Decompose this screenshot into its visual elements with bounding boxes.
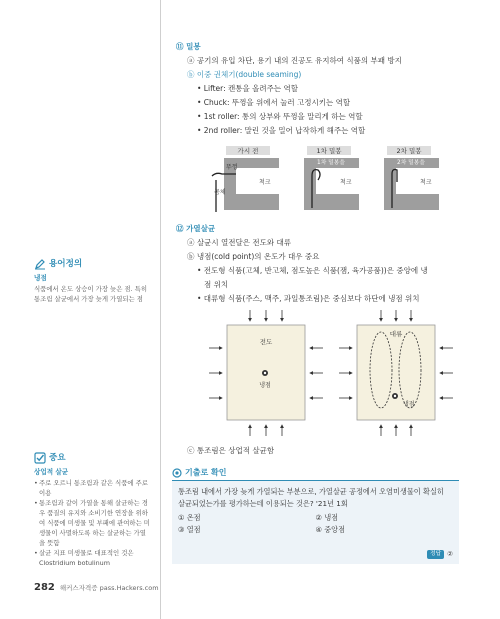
section-heading: ⑫ 가열살균 xyxy=(176,224,216,233)
list-item: • 살균 지표 미생물로 대표적인 것은 Clostridium botulinum xyxy=(34,548,152,568)
chuck-label: 척크 xyxy=(420,179,432,186)
bullet-item: • 2nd roller: 말린 것을 밀어 납작하게 해주는 역할 xyxy=(197,126,366,135)
text-line: ⓒ 통조림은 상업적 살균함 xyxy=(187,446,275,455)
text-line: ⓐ 공기의 유입 차단, 용기 내의 진공도 유지하여 식품의 부패 방지 xyxy=(187,56,402,65)
pencil-icon xyxy=(34,258,46,270)
bullet-item: • 대류형 식품(주스, 맥주, 과일통조림)은 중심보다 하단에 냉점 위치 xyxy=(197,294,420,303)
important-title: 중요 xyxy=(49,453,66,463)
exam-choices xyxy=(178,512,453,536)
important-list xyxy=(34,478,152,568)
seal2-label: 2차 밀봉을 xyxy=(397,160,425,166)
text-line: ⓑ 냉점(cold point)의 온도가 대우 중요 xyxy=(187,252,320,261)
main-content xyxy=(176,40,476,138)
text-line: ⓐ 살균시 열전달은 전도와 대류 xyxy=(187,238,291,247)
conduction-label: 전도 xyxy=(259,338,273,346)
cold-point-label: 냉점 xyxy=(259,382,271,389)
section-heading: ⑪ 밀봉 xyxy=(176,42,201,51)
footer-text: 해커스자격증 pass.Hackers.com xyxy=(59,584,159,592)
answer-value: ② xyxy=(447,550,453,558)
main-content-2 xyxy=(176,222,476,306)
stage-label-0: 가시 전 xyxy=(237,147,259,155)
choice-3: ③ 열점 xyxy=(178,525,201,534)
heat-transfer-diagram xyxy=(205,308,460,438)
main-content-3 xyxy=(176,444,476,458)
exam-box xyxy=(172,467,459,564)
choice-1: ① 온점 xyxy=(178,513,201,522)
stage-label-1: 1차 밀봉 xyxy=(316,147,342,155)
bullet-item: • 전도형 식품(고체, 반고체, 점도높은 식품(잼, 육가공품))은 중앙에 냉 xyxy=(197,266,428,275)
important-box xyxy=(34,452,152,568)
glossary-heading xyxy=(34,258,152,270)
target-icon xyxy=(172,468,182,478)
lid-label: 뚜껑 xyxy=(226,164,238,171)
glossary-title: 용어정의 xyxy=(49,259,83,269)
answer xyxy=(427,548,453,560)
choice-2: ② 냉점 xyxy=(315,513,339,522)
important-heading xyxy=(34,452,152,464)
chuck-label: 척크 xyxy=(259,179,271,186)
exam-heading xyxy=(172,467,459,478)
exam-title: 기출로 확인 xyxy=(185,468,227,477)
bullet-item: • 1st roller: 통의 상부와 뚜껑을 말리게 하는 역할 xyxy=(197,112,363,121)
text-line: ⓑ 이중 권체기(double seaming) xyxy=(187,70,302,79)
seaming-diagram xyxy=(204,146,454,216)
glossary-box xyxy=(34,258,152,304)
bullet-item: • Chuck: 뚜껑을 위에서 눌러 고정시키는 역할 xyxy=(197,98,351,107)
column-divider xyxy=(160,0,161,619)
seal1-label: 1차 밀봉을 xyxy=(317,160,345,166)
list-item: • 통조림과 같이 가열을 통해 살균하는 경우 품질의 유지와 소비기한 연장을 위하여 식품에 미생물 및 부패에 관여하는 미생물이 사멸하도록 하는 살균하는 가열을 뜻함 xyxy=(34,498,152,548)
exam-question-box xyxy=(172,480,459,564)
list-item: • 주로 오르니 통조림과 같은 식품에 주로 이용 xyxy=(34,478,152,498)
checkbox-icon xyxy=(34,452,46,464)
stage-label-2: 2차 밀봉 xyxy=(396,147,422,155)
body-label: 몸체 xyxy=(214,189,226,196)
glossary-term: 냉점 xyxy=(34,274,47,282)
glossary-text: 식품에서 온도 상승이 가장 늦은 점. 특히 통조림 살균에서 가장 늦게 가열되는 점 xyxy=(34,285,147,303)
answer-label: 정답 xyxy=(427,550,444,559)
exam-question: 통조림 내에서 가장 늦게 가열되는 부분으로, 가열살균 공정에서 오염미생물이 확실히 살균되었는가를 평가하는데 이용되는 것은? '21년 1회 xyxy=(178,487,444,508)
cold-point-label-2: 냉점 xyxy=(403,401,415,408)
bullet-item: • Lifter: 캔통을 올려주는 역할 xyxy=(197,84,298,93)
bullet-item-cont: 점 위치 xyxy=(204,280,229,289)
page-number: 282 xyxy=(34,582,55,593)
important-term: 상업적 살균 xyxy=(34,468,69,476)
choice-4: ④ 중앙점 xyxy=(315,525,346,534)
convection-label: 대류 xyxy=(389,330,403,338)
page-footer xyxy=(34,582,159,593)
chuck-label: 척크 xyxy=(340,179,352,186)
